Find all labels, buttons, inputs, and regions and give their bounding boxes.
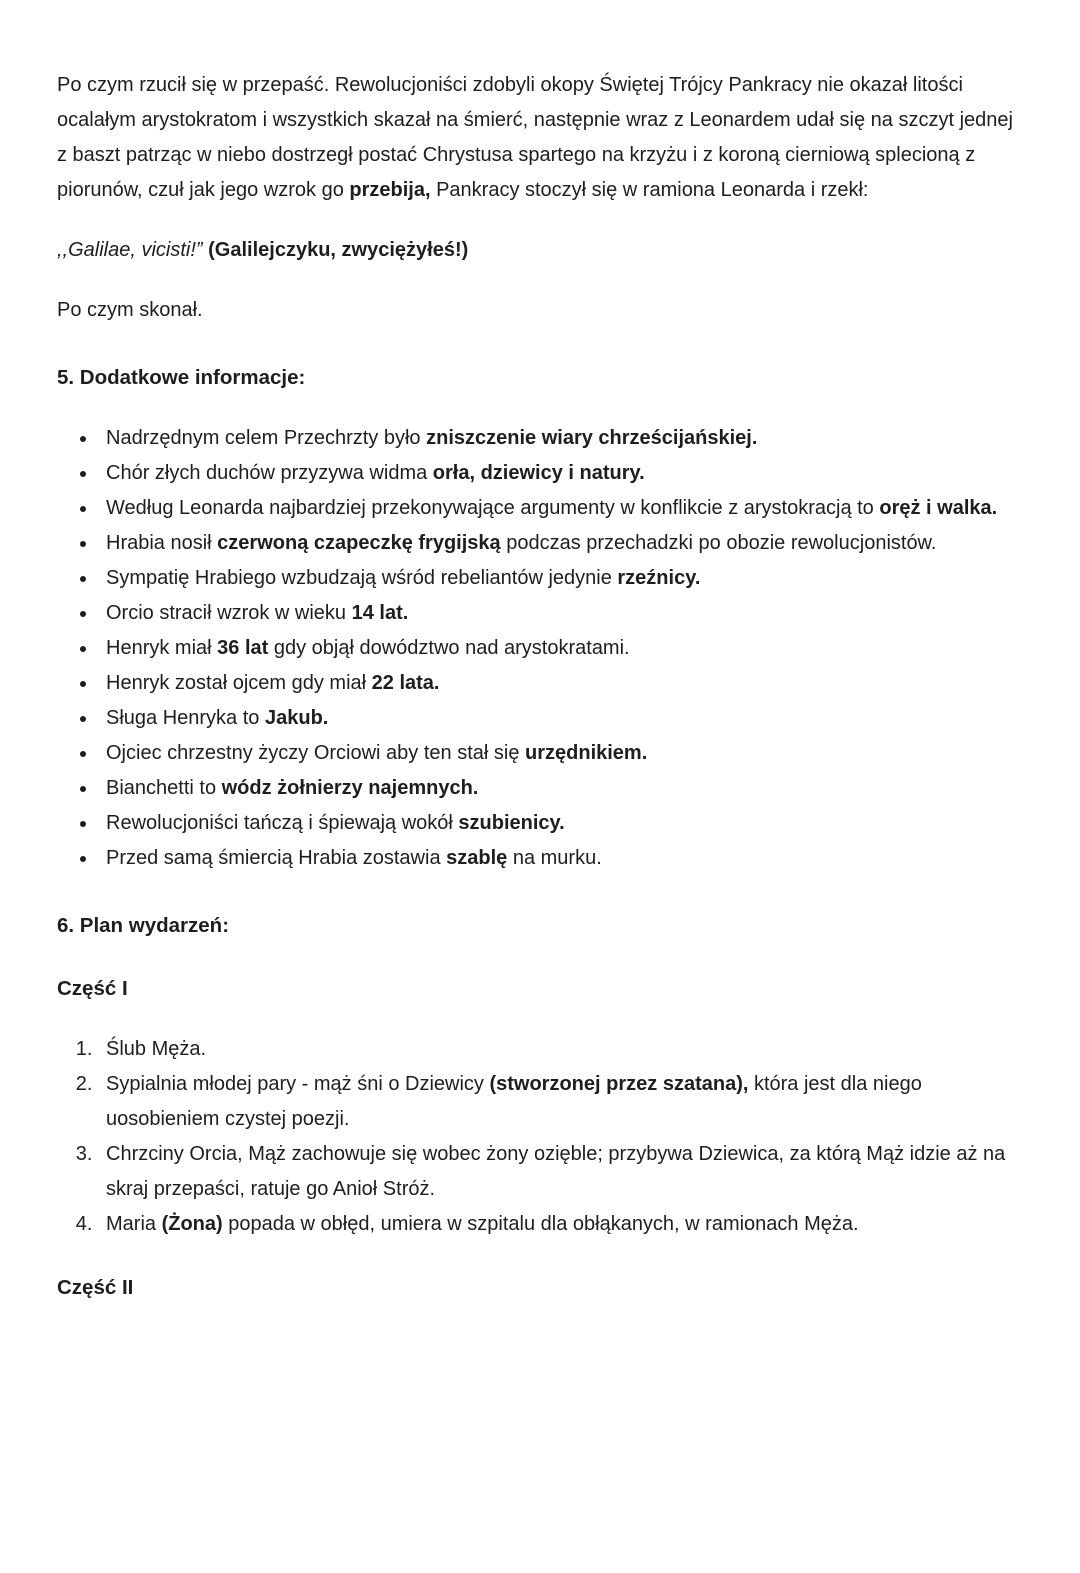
text-segment: wódz żołnierzy najemnych. (221, 777, 479, 799)
paragraph-death (57, 293, 1022, 328)
part-1-events-list (57, 1032, 1022, 1242)
list-item (98, 701, 1022, 736)
list-item (98, 841, 1022, 876)
heading-additional-info (57, 360, 1022, 395)
text-segment: Według Leonarda najbardziej przekonywające argumenty w konflikcie z arystokracją to (106, 497, 880, 519)
list-item (98, 1137, 1022, 1207)
list-item (98, 666, 1022, 701)
text-segment: która jest dla niego uosobieniem czystej poezji. (106, 1073, 922, 1130)
text-segment: 5. Dodatkowe informacje: (57, 366, 306, 389)
list-item (98, 806, 1022, 841)
text-segment: 14 lat. (351, 602, 409, 624)
list-item (98, 1207, 1022, 1242)
paragraph-quote (57, 233, 1022, 268)
text-segment: Po czym rzucił się w przepaść. Rewolucjoniści zdobyli okopy Świętej Trójcy Pankracy nie okazał litości ocalałym arystokratom i wszystkich skazał na śmierć, następnie wraz z Leonardem udał się na szczyt jednej z baszt patrząc w niebo dostrzegł postać Chrystusa spartego na krzyżu i z koroną cierniową splecioną z piorunów, czuł jak jego wzrok go (57, 74, 1013, 201)
text-segment: zniszczenie wiary chrześcijańskiej. (426, 427, 758, 449)
list-item (98, 421, 1022, 456)
text-segment: czerwoną czapeczkę frygijską (217, 532, 501, 554)
list-item (98, 1067, 1022, 1137)
text-segment: Orcio stracił wzrok w wieku (106, 602, 352, 624)
text-segment: Sypialnia młodej pary - mąż śni o Dziewicy (106, 1073, 490, 1095)
text-segment: Po czym skonał. (57, 299, 203, 321)
list-item (98, 561, 1022, 596)
text-segment: ,,Galilae, vicisti!” (57, 239, 203, 261)
text-segment: przebija, (349, 179, 431, 201)
text-segment: Rewolucjoniści tańczą i śpiewają wokół (106, 812, 459, 834)
text-segment: szubienicy. (458, 812, 565, 834)
list-item (98, 456, 1022, 491)
text-segment: Przed samą śmiercią Hrabia zostawia (106, 847, 447, 869)
subheading-part-1 (57, 971, 1022, 1006)
text-segment: (stworzonej przez szatana), (489, 1073, 749, 1095)
text-segment: Henryk miał (106, 637, 218, 659)
text-segment: szablę (446, 847, 508, 869)
text-segment: Jakub. (264, 707, 329, 729)
text-segment: (Żona) (161, 1213, 223, 1235)
list-item (98, 1032, 1022, 1067)
list-item (98, 596, 1022, 631)
text-segment: Bianchetti to (106, 777, 222, 799)
document-content (57, 68, 1022, 1305)
text-segment: orła, dziewicy i natury. (432, 462, 645, 484)
text-segment: Część II (57, 1276, 134, 1299)
text-segment: oręż i walka. (879, 497, 998, 519)
text-segment: gdy objął dowództwo nad arystokratami. (268, 637, 630, 659)
text-segment: Hrabia nosił (106, 532, 218, 554)
text-segment: Henryk został ojcem gdy miał (106, 672, 372, 694)
list-item (98, 771, 1022, 806)
text-segment: Pankracy stoczył się w ramiona Leonarda i rzekł: (430, 179, 869, 201)
text-segment: Sługa Henryka to (106, 707, 265, 729)
text-segment: Część I (57, 977, 128, 1000)
text-segment: na murku. (507, 847, 602, 869)
subheading-part-2 (57, 1270, 1022, 1305)
text-segment: podczas przechadzki po obozie rewolucjonistów. (500, 532, 937, 554)
heading-event-plan (57, 908, 1022, 943)
text-segment: Ojciec chrzestny życzy Orciowi aby ten stał się (106, 742, 526, 764)
text-segment: 36 lat (217, 637, 269, 659)
text-segment: 6. Plan wydarzeń: (57, 914, 230, 937)
list-item (98, 736, 1022, 771)
text-segment: (Galilejczyku, zwyciężyłeś!) (202, 239, 469, 261)
list-item (98, 526, 1022, 561)
text-segment: Chór złych duchów przyzywa widma (106, 462, 433, 484)
paragraph-intro (57, 68, 1022, 208)
text-segment: urzędnikiem. (525, 742, 648, 764)
text-segment: Nadrzędnym celem Przechrzty było (106, 427, 427, 449)
text-segment: popada w obłęd, umiera w szpitalu dla obłąkanych, w ramionach Męża. (222, 1213, 859, 1235)
additional-info-list (57, 421, 1022, 876)
text-segment: Maria (106, 1213, 162, 1235)
text-segment: Ślub Męża. (106, 1038, 207, 1060)
text-segment: 22 lata. (371, 672, 440, 694)
list-item (98, 491, 1022, 526)
text-segment: Chrzciny Orcia, Mąż zachowuje się wobec żony ozięble; przybywa Dziewica, za którą Mąż idzie aż na skraj przepaści, ratuje go Anioł Stróż. (106, 1143, 1006, 1200)
text-segment: Sympatię Hrabiego wzbudzają wśród rebeliantów jedynie (106, 567, 618, 589)
list-item (98, 631, 1022, 666)
text-segment: rzeźnicy. (617, 567, 701, 589)
